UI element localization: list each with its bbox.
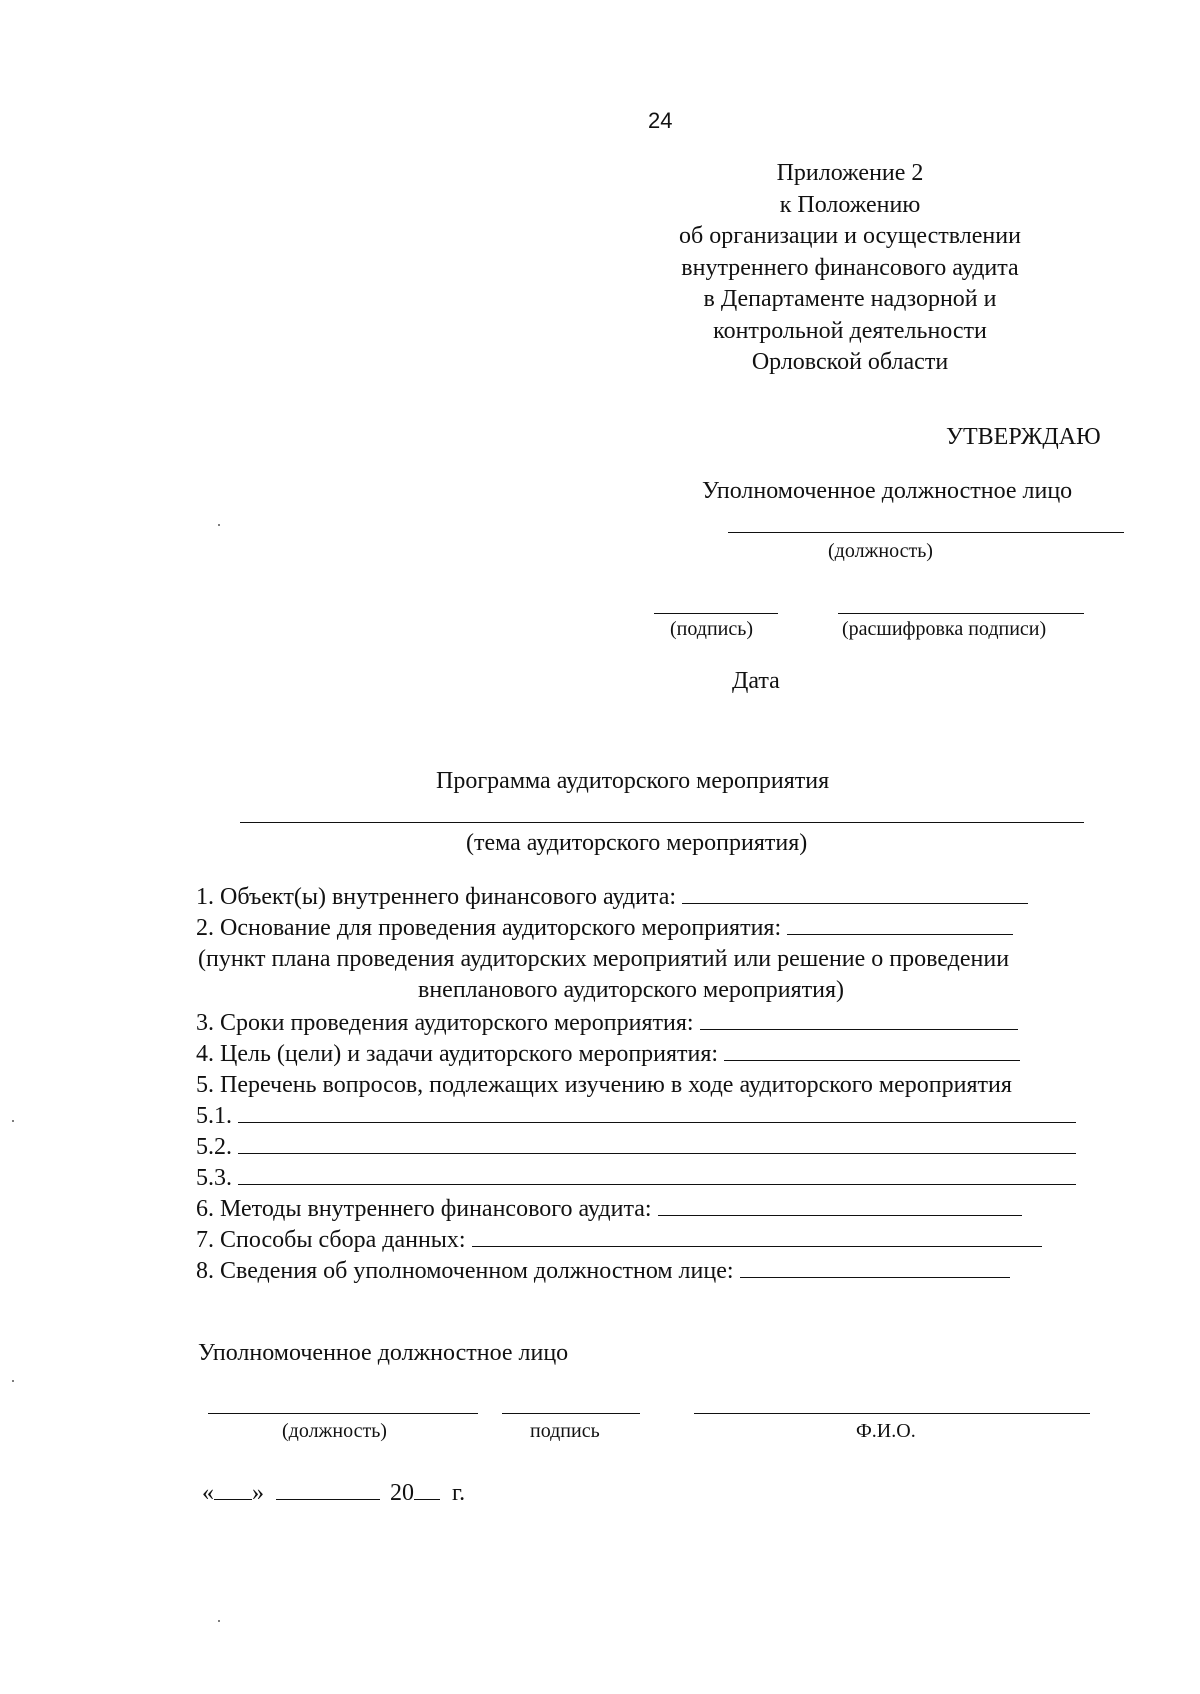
date-month-line[interactable] [276, 1479, 380, 1500]
appendix-line: Приложение 2 [776, 160, 924, 186]
date-open-quote: « [202, 1480, 214, 1506]
item-label: 5.2. [196, 1134, 232, 1160]
appendix-line: внутреннего финансового аудита [681, 254, 1019, 281]
footer-signature-caption: подпись [530, 1420, 600, 1442]
item-label: 5.3. [196, 1165, 232, 1191]
approval-date-label: Дата [732, 668, 780, 694]
approval-decoding-line[interactable] [838, 613, 1084, 614]
item-label: 4. Цель (цели) и задачи аудиторского мероприятия: [196, 1041, 719, 1067]
item-label: 2. Основание для проведения аудиторского мероприятия: [196, 915, 782, 941]
program-topic-caption: (тема аудиторского мероприятия) [466, 830, 808, 856]
footer-name-line[interactable] [694, 1413, 1090, 1414]
item-label: 5.1. [196, 1103, 232, 1129]
item-label: 5. Перечень вопросов, подлежащих изучению в ходе аудиторского мероприятия [196, 1072, 1012, 1098]
item-label: 3. Сроки проведения аудиторского мероприятия: [196, 1010, 694, 1036]
appendix-line: Орловской области [751, 349, 949, 375]
item-fill-line[interactable] [787, 914, 1013, 935]
scan-speck [12, 1380, 14, 1382]
footer-signature-line[interactable] [502, 1413, 640, 1414]
item-note: (пункт плана проведения аудиторских мероприятий или решение о проведении [198, 946, 1010, 972]
item-label: 6. Методы внутреннего финансового аудита: [196, 1196, 652, 1222]
item-fill-line[interactable] [700, 1009, 1018, 1030]
item-fill-line[interactable] [724, 1040, 1020, 1061]
item-label: 7. Способы сбора данных: [196, 1227, 466, 1253]
approval-official-label: Уполномоченное должностное лицо [702, 478, 1073, 504]
item-data-collection [196, 1225, 1042, 1256]
item-fill-line[interactable] [238, 1164, 1076, 1185]
item-label: 8. Сведения об уполномоченном должностном лице: [196, 1258, 734, 1284]
item-fill-line[interactable] [740, 1257, 1010, 1278]
date-day-line[interactable] [214, 1479, 252, 1500]
date-year-line[interactable] [414, 1479, 440, 1500]
item-question-2 [196, 1132, 1076, 1163]
item-fill-line[interactable] [658, 1195, 1022, 1216]
scan-speck [218, 1620, 220, 1622]
item-methods [196, 1194, 1022, 1225]
footer-official-label: Уполномоченное должностное лицо [198, 1340, 569, 1366]
item-note: внепланового аудиторского мероприятия) [418, 977, 844, 1003]
appendix-line: в Департаменте надзорной и [703, 286, 997, 312]
item-goals [196, 1039, 1020, 1070]
item-fill-line[interactable] [472, 1226, 1042, 1247]
footer-position-line[interactable] [208, 1413, 478, 1414]
item-questions [196, 1070, 1012, 1101]
item-fill-line[interactable] [682, 883, 1028, 904]
item-audit-object [196, 882, 1028, 913]
footer-name-caption: Ф.И.О. [856, 1420, 916, 1442]
item-terms [196, 1008, 1018, 1039]
program-topic-line[interactable] [240, 822, 1084, 823]
footer-position-caption: (должность) [282, 1420, 387, 1442]
appendix-line: к Положению [779, 191, 921, 218]
item-label: 1. Объект(ы) внутреннего финансового аудита: [196, 884, 677, 910]
date-close-quote: » [252, 1480, 264, 1506]
appendix-line: об организации и осуществлении [679, 223, 1021, 249]
approval-decoding-caption: (расшифровка подписи) [842, 618, 1047, 640]
item-basis [196, 913, 1013, 944]
footer-date [202, 1478, 465, 1509]
date-year-prefix: 20 [390, 1480, 414, 1506]
item-official-info [196, 1256, 1010, 1287]
scan-speck [12, 1120, 14, 1122]
scan-speck [218, 524, 220, 526]
item-basis-note-cont [418, 975, 844, 1006]
approval-signature-caption: (подпись) [670, 618, 754, 640]
program-title: Программа аудиторского мероприятия [436, 768, 830, 794]
item-fill-line[interactable] [238, 1102, 1076, 1123]
appendix-reference [620, 158, 1080, 379]
item-basis-note [198, 944, 1009, 975]
approval-heading: УТВЕРЖДАЮ [946, 424, 1101, 450]
approval-position-line[interactable] [728, 532, 1124, 533]
appendix-line: контрольной деятельности [713, 317, 987, 344]
date-year-suffix: г. [452, 1480, 466, 1506]
item-question-3 [196, 1163, 1076, 1194]
item-fill-line[interactable] [238, 1133, 1076, 1154]
page-number: 24 [648, 108, 673, 133]
approval-signature-line[interactable] [654, 613, 778, 614]
approval-position-caption: (должность) [828, 540, 933, 562]
item-question-1 [196, 1101, 1076, 1132]
